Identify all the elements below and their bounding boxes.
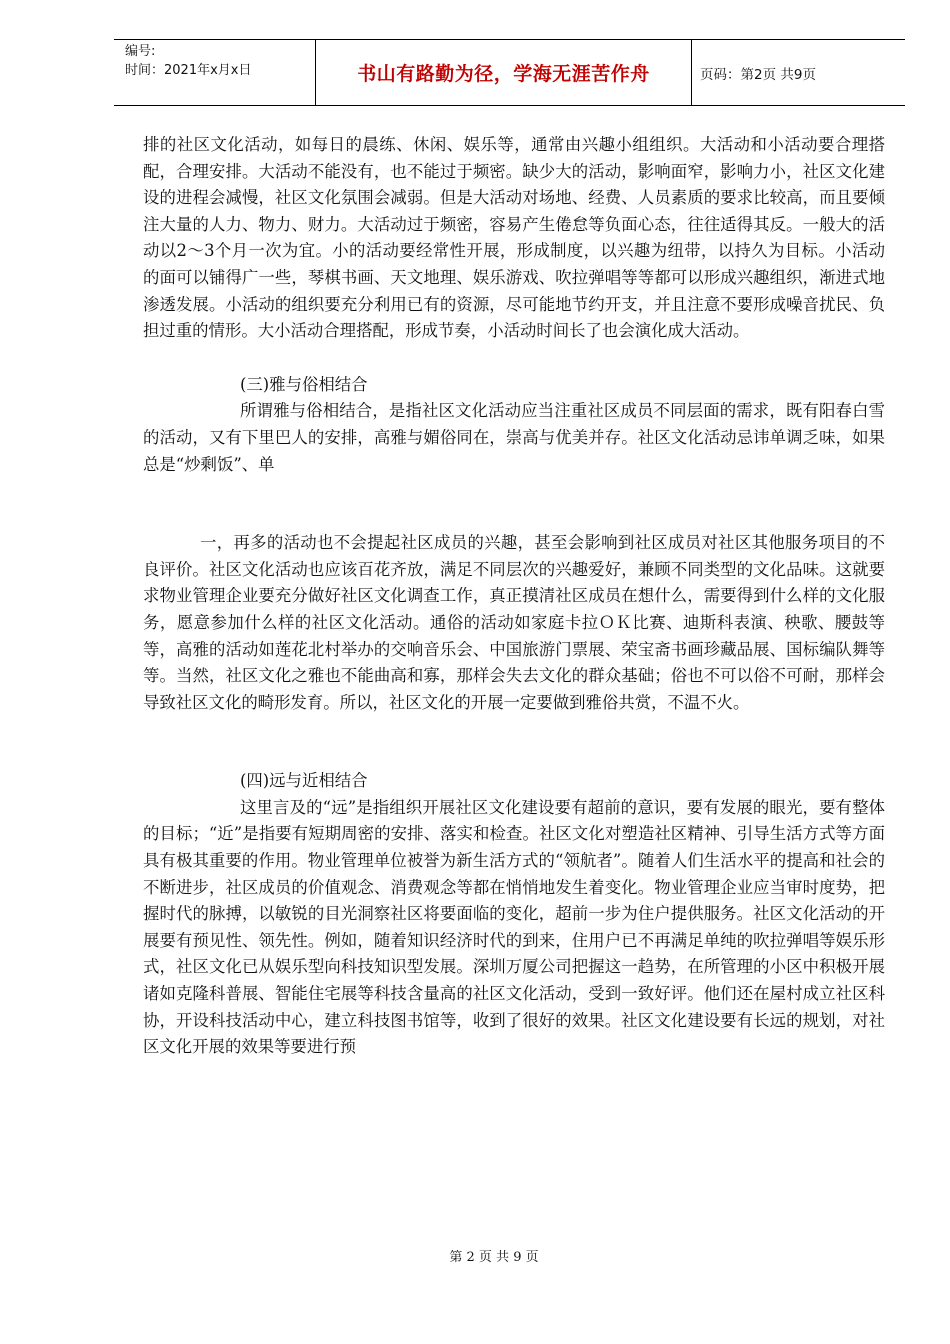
- header-motto: 书山有路勤为径，学海无涯苦作舟: [316, 40, 692, 105]
- section-heading-4: (四)远与近相结合: [240, 771, 368, 791]
- paragraph-elegance-popular: 所谓雅与俗相结合，是指社区文化活动应当注重社区成员不同层面的需求，既有阳春白雪的活动，又有下里巴人的安排，高雅与媚俗同在，崇高与优美并存。社区文化活动忌讳单调乏味，如果总是“炒剩饭”、单: [143, 401, 885, 474]
- document-number-label: 编号:: [125, 44, 156, 59]
- page-header: [114, 39, 905, 106]
- document-body: [143, 132, 885, 1061]
- paragraph-far-near: 这里言及的“远”是指组织开展社区文化建设要有超前的意识，要有发展的眼光，要有整体的目标；“近”是指要有短期周密的安排、落实和检查。社区文化对塑造社区精神、引导生活方式等方面具有极其重要的作用。物业管理单位被誉为新生活方式的“领航者”。随着人们生活水平的提高和社会的不断进步，社区成员的价值观念、消费观念等都在悄悄地发生着变化。物业管理企业应当审时度势，把握时代的脉搏，以敏锐的目光洞察社区将要面临的变化，超前一步为住户提供服务。社区文化活动的开展要有预见性、领先性。例如，随着知识经济时代的到来，住用户已不再满足单纯的吹拉弹唱等娱乐形式，社区文化已从娱乐型向科技知识型发展。深圳万厦公司把握这一趋势，在所管理的小区中积极开展诸如克隆科普展、智能住宅展等科技含量高的社区文化活动，受到一致好评。他们还在屋村成立社区科协，开设科技活动中心，建立科技图书馆等，收到了很好的效果。社区文化建设要有长远的规划，对社区文化开展的效果等要进行预: [143, 797, 885, 1057]
- paragraph-activities: 排的社区文化活动，如每日的晨练、休闲、娱乐等，通常由兴趣小组组织。大活动和小活动要合理搭配，合理安排。大活动不能没有，也不能过于频密。缺少大的活动，影响面窄，影响力小，社区文化建设的进程会减慢，社区文化氛围会减弱。但是大活动对场地、经费、人员素质的要求比较高，而且要倾注大量的人力、物力、财力。大活动过于频密，容易产生倦怠等负面心态，往往适得其反。一般大的活动以2～3个月一次为宜。小的活动要经常性开展，形成制度，以兴趣为纽带，以持久为目标。小活动的面可以铺得广一些，琴棋书画、天文地理、娱乐游戏、吹拉弹唱等等都可以形成兴趣组织，渐进式地渗透发展。小活动的组织要充分利用已有的资源，尽可能地节约开支，并且注意不要形成噪音扰民、负担过重的情形。大小活动合理搭配，形成节奏，小活动时间长了也会演化成大活动。: [143, 135, 885, 341]
- page-footer: 第 2 页 共 9 页: [449, 1250, 539, 1265]
- document-time-label: 时间：2021年x月x日: [125, 63, 252, 78]
- paragraph-elegance-popular-continued: 一，再多的活动也不会提起社区成员的兴趣，甚至会影响到社区成员对社区其他服务项目的不良评价。社区文化活动也应该百花齐放，满足不同层次的兴趣爱好，兼顾不同类型的文化品味。这就要求物业管理企业要充分做好社区文化调查工作，真正摸清社区成员在想什么，需要得到什么样的文化服务，愿意参加什么样的社区文化活动。通俗的活动如家庭卡拉ＯＫ比赛、迪斯科表演、秧歌、腰鼓等等，高雅的活动如莲花北村举办的交响音乐会、中国旅游门票展、荣宝斋书画珍藏品展、国标编队舞等等。当然，社区文化之雅也不能曲高和寡，那样会失去文化的群众基础；俗也不可以俗不可耐，那样会导致社区文化的畸形发育。所以，社区文化的开展一定要做到雅俗共赏，不温不火。: [143, 533, 885, 712]
- header-meta-cell: [114, 40, 316, 105]
- header-page-info: 页码：第2页 共9页: [700, 66, 816, 83]
- section-heading-3: (三)雅与俗相结合: [240, 374, 368, 394]
